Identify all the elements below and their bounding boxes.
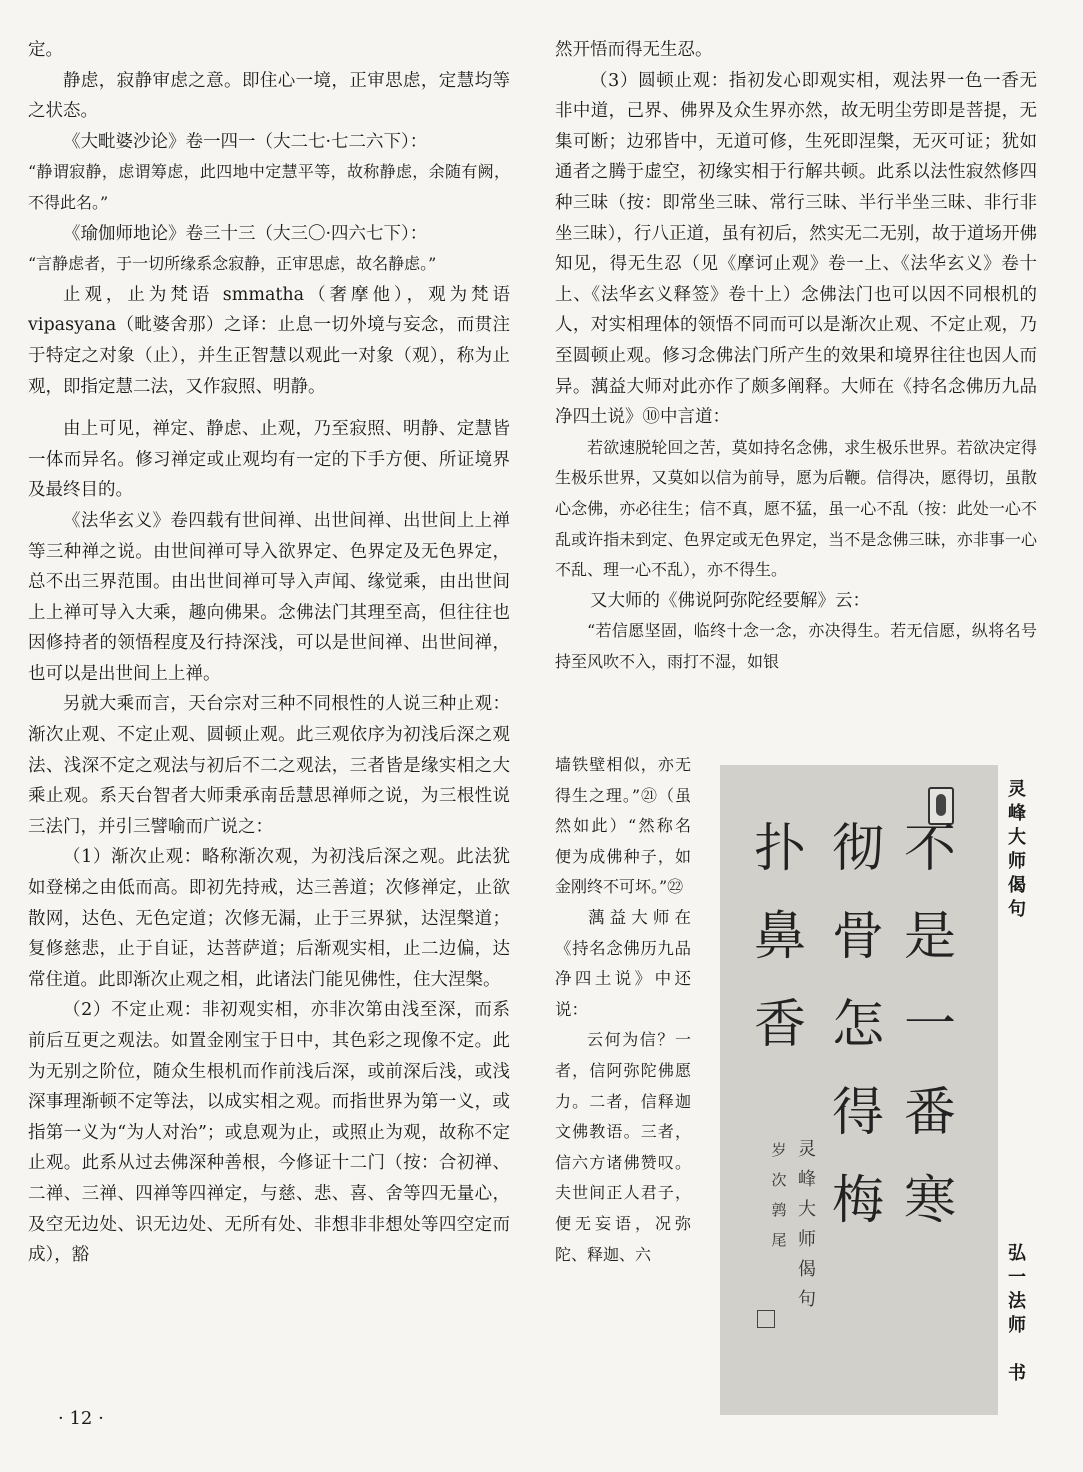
caption-title: 灵 峰 大 师 偈 句 (1008, 779, 1026, 920)
paragraph: 定。 (28, 40, 63, 60)
right-narrow-column (555, 750, 691, 1270)
paragraph: 又大师的《佛说阿弥陀经要解》云： (590, 590, 870, 611)
calligraphy-column-2: 彻 骨 怎 得 梅 (831, 819, 884, 1231)
paragraph: 若欲速脱轮回之苦，莫如持名念佛，求生极乐世界。若欲决定得生极乐世界，又莫如以信为前导，愿为后鞭。信得决，愿得切，虽散心念佛，亦必往生；信不真，愿不猛，虽一心不乱（按：此处一心不乱或许指未到定、色界定或无色界定，当不是念佛三昧，亦非事一心不乱、理一心不乱），亦不得生。 (555, 437, 1037, 580)
right-column (555, 35, 1037, 677)
left-column (28, 35, 510, 1271)
page-number: · 12 · (58, 1408, 104, 1429)
paragraph: （1）渐次止观：略称渐次观，为初浅后深之观。此法犹如登梯之由低而高。即初先持戒，达三善道；次修禅定，止欲散网，达色、无色定道；次修无漏，止于三界狱，达涅槃道；复修慈悲，止于自证，达菩萨道；后渐观实相，止二边偏，达常住道。此即渐次止观之相，此诸法门能见佛性，住大涅槃。 (28, 847, 510, 990)
paragraph: 《瑜伽师地论》卷三十三（大三〇·四六七下）： (63, 223, 428, 244)
caption-author: 弘 一 法 师 书 (1008, 1243, 1026, 1384)
paragraph: 《法华玄义》卷四载有世间禅、出世间禅、出世间上上禅等三种禅之说。由世间禅可导入欲界定、色界定及无色界定，总不出三界范围。由出世间禅可导入声闻、缘觉乘，由出世间上上禅可导入大乘，趣向佛果。念佛法门其理至高，但往往也因修持者的领悟程度及行持深浅，可以是世间禅、出世间禅，也可以是出世间上上禅。 (28, 510, 510, 684)
calligraphy-inscription: 灵 峰 大 师 偈 句 (798, 1139, 816, 1310)
paragraph: 云何为信？一者，信阿弥陀佛愿力。二者，信释迦文佛教语。三者，信六方诸佛赞叹。夫世间正人君子，便无妄语，况弥陀、释迦、六 (555, 1030, 691, 1264)
calligraphy-image (720, 765, 998, 1415)
paragraph: （3）圆顿止观：指初发心即观实相，观法界一色一香无非中道，己界、佛界及众生界亦然，故无明尘劳即是菩提，无集可断；边邪皆中，无道可修，生死即涅槃，无灭可证；犹如通者之腾于虚空，初缘实相于行解共顿。此系以法性寂然修四种三昧（按：即常坐三昧、常行三昧、半行半坐三昧、非行非坐三昧），行八正道，虽有初后，然实无二无别，故于道场开佛知见，得无生忍（见《摩诃止观》卷一上、《法华玄义》卷十上、《法华玄义释签》卷十上）念佛法门也可以因不同根机的人，对实相理体的领悟不同而可以是渐次止观、不定止观，乃至圆顿止观。修习念佛法门所产生的效果和境界往往也因人而异。蕅益大师对此亦作了颇多阐释。大师在《持名念佛历九品净四土说》⑩中言道： (555, 70, 1037, 428)
calligraphy-column-3: 扑 鼻 香 (753, 819, 806, 1055)
artist-seal-icon (757, 1310, 775, 1328)
paragraph: 另就大乘而言，天台宗对三种不同根性的人说三种止观：渐次止观、不定止观、圆顿止观。此三观依序为初浅后深之观法、浅深不定之观法与初后不二之观法，三者皆是缘实相之大乘止观。系天台智者大师秉承南岳慧思禅师之说，为三根性说三法门，并引三譬喻而广说之： (28, 694, 510, 837)
paragraph: 静虑，寂静审虑之意。即住心一境，正审思虑，定慧均等之状态。 (28, 70, 510, 122)
paragraph: 蕅益大师在《持名念佛历九品净四土说》中还说： (555, 907, 691, 1019)
paragraph: “言静虑者，于一切所缘系念寂静，正审思虑，故名静虑。” (28, 254, 437, 274)
calligraphy-column-1: 不 是 一 番 寒 (903, 819, 956, 1231)
paragraph: 止观，止为梵语 smmatha（奢摩他），观为梵语 vipasyana（毗婆舍那）之译：止息一切外境与妄念，而贯注于特定之对象（止），并生正智慧以观此一对象（观），称为止观，即指定慧二法，又作寂照、明静。 (28, 284, 510, 397)
paragraph: 墙铁壁相似，亦无得生之理。”㉑（虽然如此）“然称名便为成佛种子，如金刚终不可坏。”㉒ (555, 755, 691, 897)
paragraph: “若信愿坚固，临终十念一念，亦决得生。若无信愿，纵将名号持至风吹不入，雨打不湿，如银 (555, 621, 1037, 671)
paragraph: “静谓寂静，虑谓筹虑，此四地中定慧平等，故称静虑，余随有阙，不得此名。” (28, 162, 510, 212)
calligraphy-date: 岁 次 鹑 尾 (771, 1141, 787, 1249)
paragraph: （2）不定止观：非初观实相，亦非次第由浅至深，而系前后互更之观法。如置金刚宝于日中，其色彩之现像不定。此为无别之阶位，随众生根机而作前浅后深，或前深后浅，或浅深事理渐顿不定等法，以成实相之观。而指世界为第一义，或指第一义为“为人对治”；或息观为止，或照止为观，故称不定止观。此系从过去佛深种善根，今修证十二门（按：合初禅、二禅、三禅、四禅等四禅定，与慈、悲、喜、舍等四无量心，及空无边处、识无边处、无所有处、非想非非想处等四空定而成），豁 (28, 1000, 510, 1266)
paragraph: 然开悟而得无生忍。 (555, 40, 713, 60)
paragraph: 《大毗婆沙论》卷一四一（大二七·七二六下）： (63, 131, 428, 152)
paragraph: 由上可见，禅定、静虑、止观，乃至寂照、明静、定慧皆一体而异名。修习禅定或止观均有一定的下手方便、所证境界及最终目的。 (28, 419, 510, 501)
